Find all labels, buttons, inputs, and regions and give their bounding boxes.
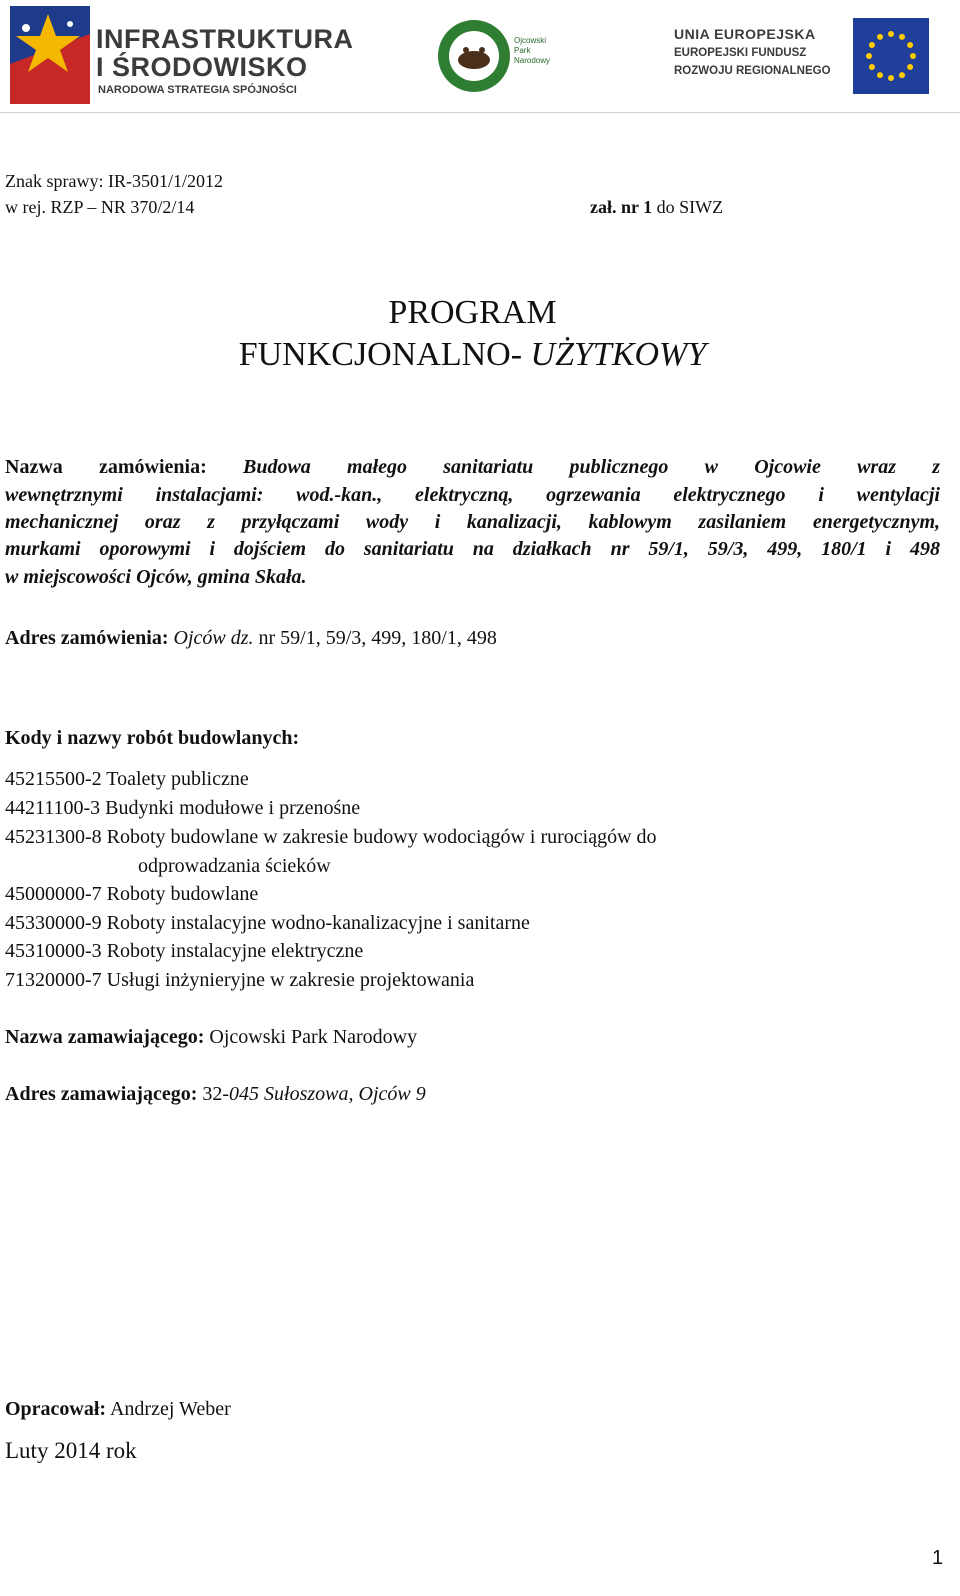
eu-star-icon [899, 72, 905, 78]
orderer-address-value: 045 Sułoszowa, Ojców 9 [229, 1083, 426, 1105]
page-number: 1 [932, 1547, 944, 1569]
park-name-line-3: Narodowy [514, 56, 551, 65]
eu-star-icon [877, 34, 883, 40]
order-address [5, 627, 497, 650]
document-date: Luty 2014 rok [5, 1438, 137, 1463]
subtitle-regular: FUNKCJONALNO- [238, 336, 531, 373]
orderer-address-postcode: 32- [197, 1083, 230, 1105]
eu-star-icon [888, 75, 894, 81]
order-address-label: Adres zamówienia: [5, 627, 169, 649]
code-item-continuation: odprowadzania ścieków [138, 855, 331, 877]
logo-line-3: NARODOWA STRATEGIA SPÓJNOŚCI [98, 84, 297, 96]
author-label: Opracował: [5, 1398, 107, 1420]
code-item: 45000000-7 Roboty budowlane [5, 883, 259, 905]
eu-star-icon [899, 34, 905, 40]
page-title: PROGRAM [388, 294, 557, 331]
order-address-value: nr 59/1, 59/3, 499, 180/1, 498 [253, 627, 497, 649]
order-name-line-1 [5, 456, 940, 479]
orderer [5, 1026, 417, 1049]
infrastruktura-logo [8, 4, 354, 106]
eu-line-2: EUROPEJSKI FUNDUSZ [674, 47, 807, 59]
eu-star-icon [877, 72, 883, 78]
eu-star-icon [866, 53, 872, 59]
code-item: 45215500-2 Toalety publiczne [5, 768, 249, 790]
park-logo [436, 16, 566, 96]
eu-star-icon [869, 42, 875, 48]
author [5, 1398, 231, 1421]
eu-line-3: ROZWOJU REGIONALNEGO [674, 65, 831, 77]
order-name-line-4: murkami oporowymi i dojściem do sanitariatu na działkach nr 59/1, 59/3, 499, 180/1 i 498 [5, 538, 940, 560]
eu-flag-icon [853, 18, 929, 94]
order-address-italic: Ojców dz. [168, 627, 254, 649]
attachment-doc: do SIWZ [652, 197, 724, 217]
code-item: 44211100-3 Budynki modułowe i przenośne [5, 797, 361, 819]
attachment-label [590, 197, 723, 218]
eu-logo [656, 16, 936, 96]
author-name: Andrzej Weber [106, 1398, 231, 1420]
eu-star-icon [910, 53, 916, 59]
code-item: 45231300-8 Roboty budowlane w zakresie budowy wodociągów i rurociągów do [5, 826, 657, 848]
star-flag-icon [8, 4, 94, 106]
order-name-line-3: mechanicznej oraz z przyłączami wody i kanalizacji, kablowym zasilaniem energetycznym, [5, 511, 940, 533]
park-name [514, 36, 550, 66]
eu-star-icon [907, 64, 913, 70]
eu-star-icon [869, 64, 875, 70]
orderer-address [5, 1083, 426, 1106]
subtitle-italic: UŻYTKOWY [530, 336, 707, 373]
park-seal-icon [436, 16, 512, 96]
logo-line-2: I ŚRODOWISKO [96, 52, 308, 82]
park-name-line-1: Ojcowski [514, 36, 547, 45]
order-name-text-1: Budowa małego sanitariatu publicznego w Ojcowie wraz z [242, 456, 940, 478]
code-item: 45330000-9 Roboty instalacyjne wodno-kanalizacyjne i sanitarne [5, 912, 530, 934]
logo-line-1: INFRASTRUKTURA [96, 24, 354, 54]
order-name-line-5: w miejscowości Ojców, gmina Skała. [5, 566, 307, 588]
orderer-address-label: Adres zamawiającego: [5, 1083, 198, 1105]
eu-star-icon [907, 42, 913, 48]
registry-number: w rej. RZP – NR 370/2/14 [5, 197, 195, 217]
eu-line-1: UNIA EUROPEJSKA [674, 26, 816, 42]
park-name-line-2: Park [514, 46, 531, 55]
codes-heading: Kody i nazwy robót budowlanych: [5, 727, 300, 749]
code-item: 45310000-3 Roboty instalacyjne elektryczne [5, 940, 364, 962]
order-name-label: Nazwa zamówienia: [5, 456, 207, 478]
code-item: 71320000-7 Usługi inżynieryjne w zakresie projektowania [5, 969, 475, 991]
order-name-line-2: wewnętrznymi instalacjami: wod.-kan., elektryczną, ogrzewania elektrycznego i wentylacji [5, 484, 940, 506]
orderer-value: Ojcowski Park Narodowy [204, 1026, 418, 1048]
page-subtitle [0, 336, 945, 374]
orderer-label: Nazwa zamawiającego: [5, 1026, 205, 1048]
eu-star-icon [888, 31, 894, 37]
attachment-number: zał. nr 1 [590, 197, 653, 217]
case-number: Znak sprawy: IR-3501/1/2012 [5, 171, 223, 191]
